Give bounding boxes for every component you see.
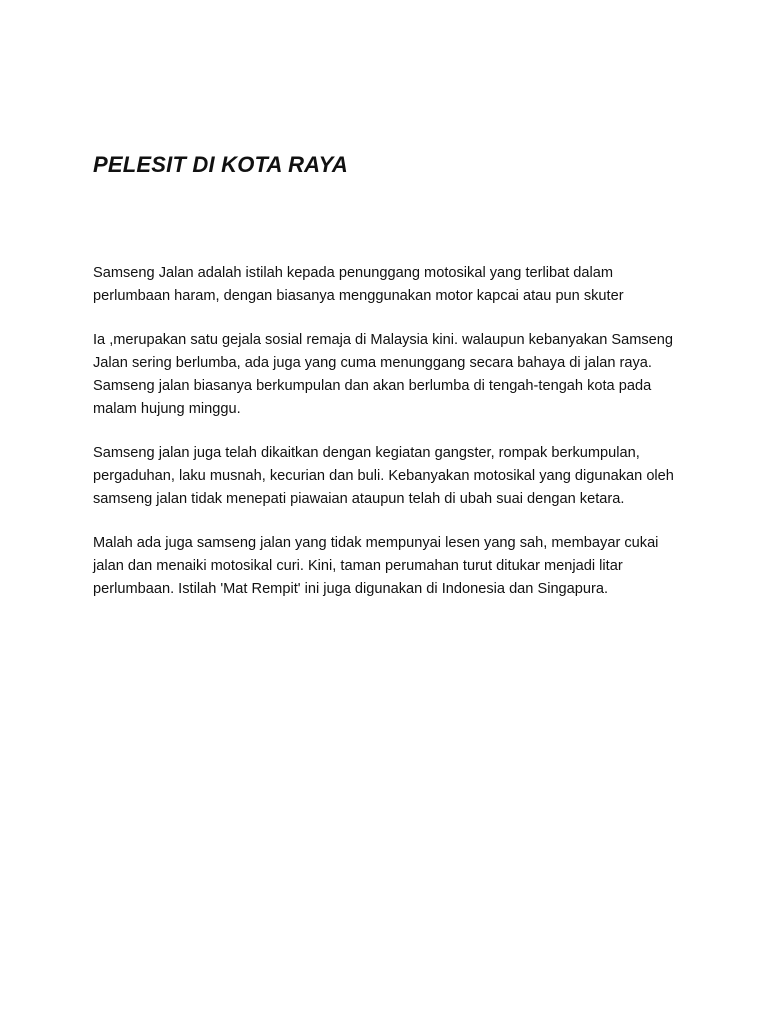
document-title: PELESIT DI KOTA RAYA — [93, 152, 348, 177]
paragraph: Malah ada juga samseng jalan yang tidak mempunyai lesen yang sah, membayar cukai jalan dan menaiki motosikal curi. Kini, taman perumahan turut ditukar menjadi litar perlumbaan. Istilah 'Mat Rempit' ini juga digunakan di Indonesia dan Singapura. — [93, 535, 659, 597]
paragraph: Samseng Jalan adalah istilah kepada penunggang motosikal yang terlibat dalam perlumbaan haram, dengan biasanya menggunakan motor kapcai atau pun skuter — [93, 265, 624, 304]
document-body — [93, 262, 683, 622]
paragraph: Samseng jalan juga telah dikaitkan dengan kegiatan gangster, rompak berkumpulan, pergaduhan, laku musnah, kecurian dan buli. Kebanyakan motosikal yang digunakan oleh samseng jalan tidak menepati piawaian ataupun telah di ubah suai dengan ketara. — [93, 445, 674, 507]
paragraph: Ia ,merupakan satu gejala sosial remaja di Malaysia kini. walaupun kebanyakan Samseng Jalan sering berlumba, ada juga yang cuma menunggang secara bahaya di jalan raya. Samseng jalan biasanya berkumpulan dan akan berlumba di tengah-tengah kota pada malam hujung minggu. — [93, 332, 674, 417]
